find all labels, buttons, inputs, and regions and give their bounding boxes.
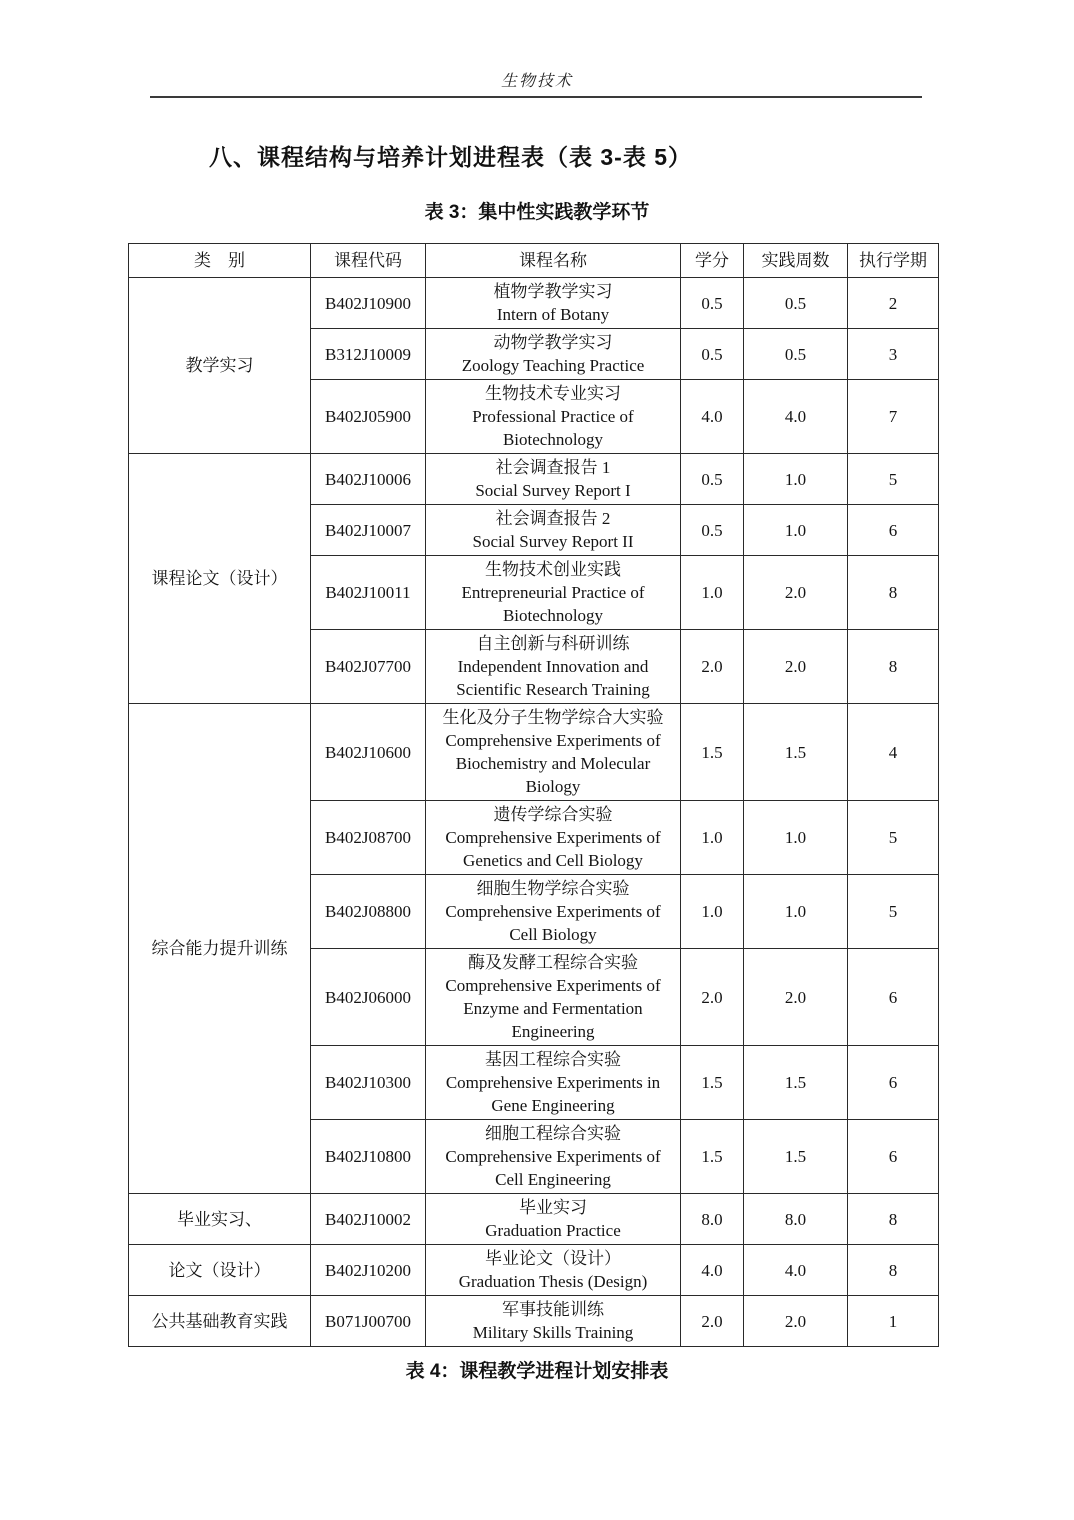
table-row	[129, 1194, 939, 1245]
column-header: 类 别	[129, 244, 311, 278]
practice-weeks-cell: 2.0	[744, 556, 848, 630]
course-code-cell: B402J10800	[311, 1120, 426, 1194]
semester-cell: 6	[848, 1046, 939, 1120]
course-name-zh: 毕业论文（设计）	[485, 1249, 621, 1268]
course-code-cell: B402J08800	[311, 875, 426, 949]
header-rule	[150, 96, 922, 98]
semester-cell: 8	[848, 1194, 939, 1245]
category-cell: 毕业实习、	[129, 1194, 311, 1245]
category-cell: 公共基础教育实践	[129, 1296, 311, 1347]
course-name-cell	[426, 454, 681, 505]
course-code-cell: B402J10900	[311, 278, 426, 329]
course-name-en: Comprehensive Experiments of Enzyme and Fermentation Engineering	[445, 976, 661, 1041]
credits-cell: 2.0	[681, 1296, 744, 1347]
credits-cell: 2.0	[681, 630, 744, 704]
section-title: 八、课程结构与培养计划进程表（表 3-表 5）	[209, 144, 693, 170]
practice-weeks-cell: 4.0	[744, 380, 848, 454]
course-name-en: Zoology Teaching Practice	[461, 356, 645, 375]
course-name-en: Comprehensive Experiments of Genetics and Cell Biology	[445, 828, 661, 870]
course-name-en: Professional Practice of Biotechnology	[472, 407, 634, 449]
semester-cell: 5	[848, 801, 939, 875]
course-name-zh: 生化及分子生物学综合大实验	[442, 708, 664, 727]
practice-weeks-cell: 2.0	[744, 630, 848, 704]
category-cell: 综合能力提升训练	[129, 704, 311, 1194]
practice-weeks-cell: 1.0	[744, 454, 848, 505]
practice-weeks-cell: 2.0	[744, 1296, 848, 1347]
credits-cell: 1.5	[681, 704, 744, 801]
course-code-cell: B402J10200	[311, 1245, 426, 1296]
course-name-en: Comprehensive Experiments of Biochemistry and Molecular Biology	[445, 731, 661, 796]
course-name-en: Military Skills Training	[472, 1323, 634, 1342]
credits-cell: 1.5	[681, 1120, 744, 1194]
course-name-zh: 社会调查报告 1	[495, 458, 611, 477]
course-name-cell	[426, 329, 681, 380]
course-code-cell: B071J00700	[311, 1296, 426, 1347]
running-header: 生物技术	[500, 73, 573, 90]
course-name-en: Social Survey Report I	[475, 481, 631, 500]
course-name-cell	[426, 1194, 681, 1245]
category-cell: 教学实习	[129, 278, 311, 454]
course-name-cell	[426, 1046, 681, 1120]
column-header: 课程代码	[311, 244, 426, 278]
course-name-cell	[426, 380, 681, 454]
column-header: 学分	[681, 244, 744, 278]
course-name-zh: 细胞工程综合实验	[485, 1124, 621, 1143]
semester-cell: 8	[848, 1245, 939, 1296]
course-name-zh: 毕业实习	[519, 1198, 587, 1217]
credits-cell: 0.5	[681, 329, 744, 380]
course-code-cell: B402J10011	[311, 556, 426, 630]
course-name-cell	[426, 505, 681, 556]
credits-cell: 1.0	[681, 875, 744, 949]
table-row	[129, 454, 939, 505]
semester-cell: 6	[848, 949, 939, 1046]
table-body	[129, 278, 939, 1347]
credits-cell: 0.5	[681, 454, 744, 505]
course-name-zh: 社会调查报告 2	[495, 509, 611, 528]
semester-cell: 6	[848, 1120, 939, 1194]
course-name-cell	[426, 704, 681, 801]
course-code-cell: B402J10006	[311, 454, 426, 505]
table-row	[129, 278, 939, 329]
course-name-cell	[426, 630, 681, 704]
table-row	[129, 1296, 939, 1347]
practice-weeks-cell: 2.0	[744, 949, 848, 1046]
course-name-zh: 军事技能训练	[502, 1300, 604, 1319]
practice-weeks-cell: 1.5	[744, 1046, 848, 1120]
column-header: 执行学期	[848, 244, 939, 278]
course-name-cell	[426, 949, 681, 1046]
course-name-en: Social Survey Report II	[472, 532, 634, 551]
semester-cell: 4	[848, 704, 939, 801]
course-name-cell	[426, 1296, 681, 1347]
credits-cell: 2.0	[681, 949, 744, 1046]
practice-weeks-cell: 1.0	[744, 875, 848, 949]
course-name-en: Graduation Practice	[485, 1221, 621, 1240]
course-code-cell: B402J08700	[311, 801, 426, 875]
course-name-cell	[426, 875, 681, 949]
course-code-cell: B402J05900	[311, 380, 426, 454]
credits-cell: 1.0	[681, 801, 744, 875]
course-code-cell: B312J10009	[311, 329, 426, 380]
credits-cell: 1.0	[681, 556, 744, 630]
practice-weeks-cell: 0.5	[744, 278, 848, 329]
course-name-zh: 植物学教学实习	[493, 282, 613, 301]
course-name-cell	[426, 278, 681, 329]
course-code-cell: B402J10002	[311, 1194, 426, 1245]
course-code-cell: B402J10300	[311, 1046, 426, 1120]
course-name-cell	[426, 1120, 681, 1194]
semester-cell: 6	[848, 505, 939, 556]
practice-weeks-cell: 4.0	[744, 1245, 848, 1296]
credits-cell: 0.5	[681, 505, 744, 556]
practice-weeks-cell: 1.5	[744, 1120, 848, 1194]
practice-weeks-cell: 1.0	[744, 505, 848, 556]
column-header: 课程名称	[426, 244, 681, 278]
course-name-cell	[426, 801, 681, 875]
practice-weeks-cell: 8.0	[744, 1194, 848, 1245]
practice-weeks-cell: 1.5	[744, 704, 848, 801]
course-name-cell	[426, 1245, 681, 1296]
practice-teaching-table	[128, 243, 939, 1347]
credits-cell: 8.0	[681, 1194, 744, 1245]
course-code-cell: B402J07700	[311, 630, 426, 704]
credits-cell: 1.5	[681, 1046, 744, 1120]
table4-caption: 表 4：课程教学进程计划安排表	[405, 1361, 669, 1382]
semester-cell: 7	[848, 380, 939, 454]
credits-cell: 4.0	[681, 1245, 744, 1296]
course-name-en: Independent Innovation and Scientific Research Training	[456, 657, 650, 699]
course-name-zh: 动物学教学实习	[493, 333, 613, 352]
semester-cell: 5	[848, 454, 939, 505]
semester-cell: 5	[848, 875, 939, 949]
table-header-row	[129, 244, 939, 278]
course-name-cell	[426, 556, 681, 630]
semester-cell: 3	[848, 329, 939, 380]
credits-cell: 0.5	[681, 278, 744, 329]
course-name-zh: 酶及发酵工程综合实验	[468, 953, 638, 972]
practice-weeks-cell: 1.0	[744, 801, 848, 875]
course-name-zh: 自主创新与科研训练	[476, 634, 630, 653]
course-code-cell: B402J06000	[311, 949, 426, 1046]
course-name-en: Comprehensive Experiments in Gene Engineering	[445, 1073, 661, 1115]
course-name-en: Entrepreneurial Practice of Biotechnology	[461, 583, 645, 625]
column-header: 实践周数	[744, 244, 848, 278]
course-name-en: Comprehensive Experiments of Cell Engineering	[445, 1147, 661, 1189]
category-cell: 课程论文（设计）	[129, 454, 311, 704]
credits-cell: 4.0	[681, 380, 744, 454]
course-name-zh: 生物技术专业实习	[485, 384, 621, 403]
course-name-en: Graduation Thesis (Design)	[458, 1272, 648, 1291]
semester-cell: 2	[848, 278, 939, 329]
semester-cell: 8	[848, 630, 939, 704]
table-row	[129, 1245, 939, 1296]
course-name-zh: 细胞生物学综合实验	[476, 879, 630, 898]
course-name-en: Intern of Botany	[496, 305, 610, 324]
course-code-cell: B402J10007	[311, 505, 426, 556]
course-name-zh: 遗传学综合实验	[493, 805, 613, 824]
category-cell: 论文（设计）	[129, 1245, 311, 1296]
practice-weeks-cell: 0.5	[744, 329, 848, 380]
course-name-en: Comprehensive Experiments of Cell Biology	[445, 902, 661, 944]
semester-cell: 1	[848, 1296, 939, 1347]
table-row	[129, 704, 939, 801]
table3-caption: 表 3：集中性实践教学环节	[424, 202, 650, 223]
course-name-zh: 基因工程综合实验	[485, 1050, 621, 1069]
course-name-zh: 生物技术创业实践	[485, 560, 621, 579]
course-code-cell: B402J10600	[311, 704, 426, 801]
semester-cell: 8	[848, 556, 939, 630]
